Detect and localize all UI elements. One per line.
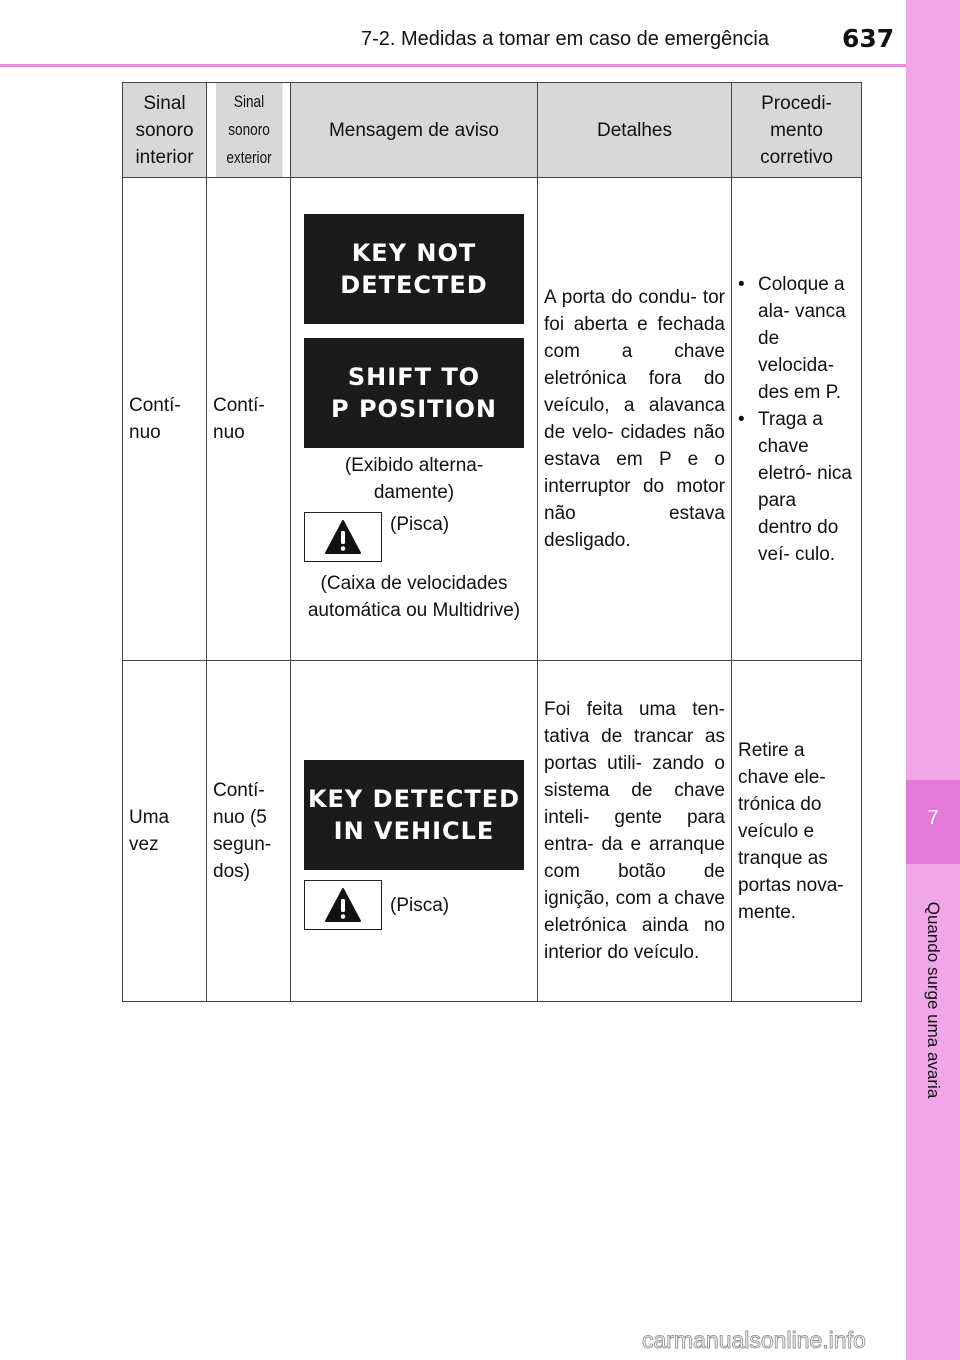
exterior-buzzer-cell: Contí- nuo (5 segun- dos) bbox=[207, 661, 291, 1002]
warning-triangle-icon bbox=[304, 512, 382, 562]
details-cell: Foi feita uma ten- tativa de trancar as portas utili- zando o sistema de chave inteli- gente para entra- da e arranque com botão de ignição, com a chave eletrónica ainda no interior do veículo. bbox=[538, 661, 732, 1002]
chapter-number: 7 bbox=[906, 780, 960, 864]
transmission-note: (Caixa de velocidades automática ou Multidrive) bbox=[307, 573, 521, 621]
header-corrective-procedure: Procedi- mento corretivo bbox=[732, 83, 862, 178]
warning-triangle-icon bbox=[304, 880, 382, 930]
alternate-display-note: (Exibido alterna- damente) bbox=[344, 455, 484, 503]
warning-table bbox=[122, 82, 862, 1002]
blink-note: (Pisca) bbox=[390, 894, 450, 916]
warning-message-cell bbox=[291, 178, 538, 661]
list-item: • Traga a chave eletró- nica para dentro do veí- culo. bbox=[738, 406, 855, 568]
details-cell: A porta do condu- tor foi aberta e fechada com a chave eletrónica fora do veículo, a alavanca de velo- cidades não estava em P e o interruptor do motor não estava desligado. bbox=[538, 178, 732, 661]
procedure-cell bbox=[732, 178, 862, 661]
header-details: Detalhes bbox=[538, 83, 732, 178]
header-exterior-buzzer: Sinal sonoro exterior bbox=[215, 83, 282, 178]
procedure-list bbox=[738, 271, 855, 568]
list-item: • Coloque a ala- vanca de velocida- des em P. bbox=[738, 271, 855, 406]
exterior-buzzer-cell: Contí- nuo bbox=[207, 178, 291, 661]
message-display-shift-to-p: SHIFT TO P POSITION bbox=[304, 338, 524, 448]
watermark-logo bbox=[642, 1326, 952, 1356]
header-interior-buzzer: Sinal sonoro interior bbox=[123, 83, 207, 178]
message-display-key-detected-in-vehicle: KEY DETECTED IN VEHICLE bbox=[304, 760, 524, 870]
interior-buzzer-cell: Uma vez bbox=[123, 661, 207, 1002]
blink-note: (Pisca) bbox=[390, 513, 450, 535]
procedure-cell: Retire a chave ele- trónica do veículo e tranque as portas nova- mente. bbox=[732, 661, 862, 1002]
svg-text:carmanualsonline.info: carmanualsonline.info bbox=[642, 1327, 866, 1353]
section-title: 7-2. Medidas a tomar em caso de emergência bbox=[361, 28, 769, 50]
header-divider bbox=[0, 64, 906, 67]
table-row bbox=[123, 178, 862, 661]
warning-indicator-row bbox=[304, 512, 524, 562]
warning-message-cell bbox=[291, 661, 538, 1002]
message-display-key-not-detected: KEY NOT DETECTED bbox=[304, 214, 524, 324]
chapter-side-tab bbox=[906, 0, 960, 1360]
table-row bbox=[123, 661, 862, 1002]
header-warning-message: Mensagem de aviso bbox=[291, 83, 538, 178]
chapter-label: Quando surge uma avaria bbox=[924, 901, 943, 1099]
page-number: 637 bbox=[842, 24, 895, 53]
table-header-row bbox=[123, 83, 862, 178]
warning-indicator-row bbox=[304, 880, 524, 930]
interior-buzzer-cell: Contí- nuo bbox=[123, 178, 207, 661]
